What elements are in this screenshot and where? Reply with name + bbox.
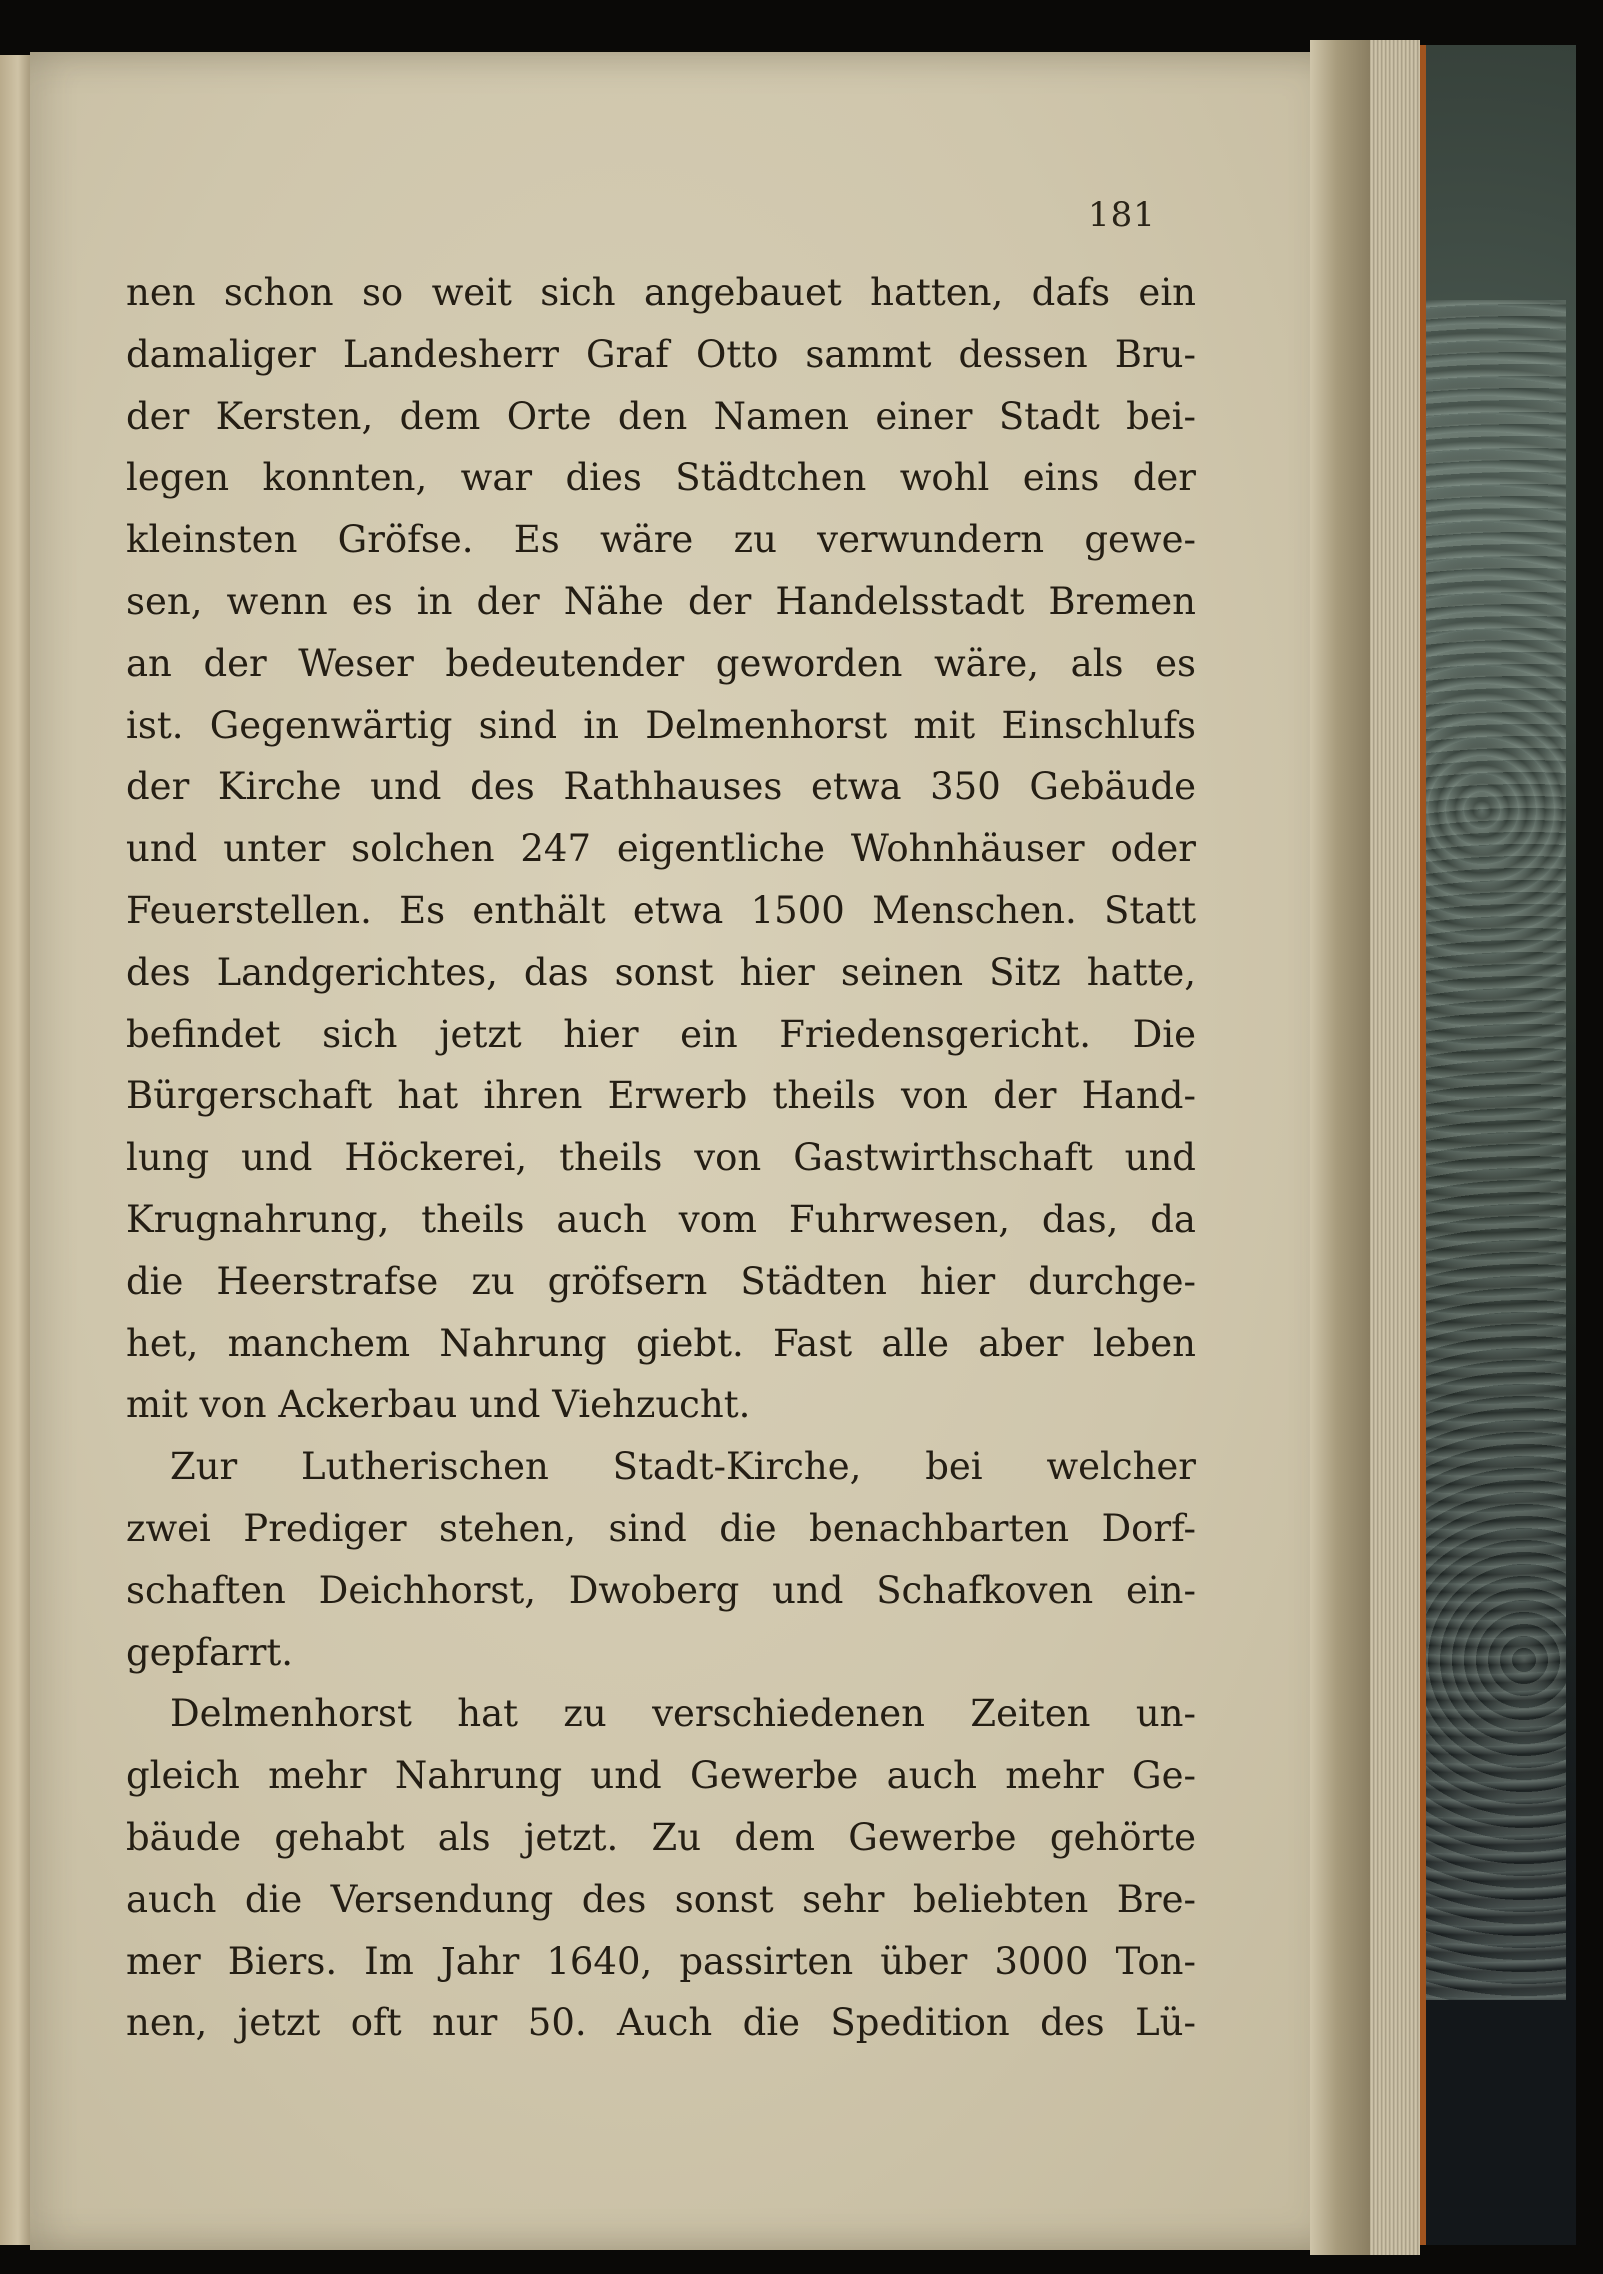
text-line: und unter solchen 247 eigentliche Wohnhäuser oder — [126, 827, 1196, 871]
text-line: nen schon so weit sich angebauet hatten, dafs ein — [126, 271, 1196, 314]
text-line: gleich mehr Nahrung und Gewerbe auch mehr Ge- — [126, 1754, 1196, 1798]
text-line: Feuerstellen. Es enthält etwa 1500 Menschen. Statt — [126, 888, 1196, 932]
text-line: legen konnten, war dies Städtchen wohl eins der — [126, 456, 1196, 500]
page-gutter — [1310, 40, 1370, 2255]
text-line: auch die Versendung des sonst sehr beliebten Bre- — [126, 1877, 1196, 1921]
text-line: der Kersten, dem Orte den Namen einer Stadt bei- — [126, 394, 1196, 438]
text-line: Krugnahrung, theils auch vom Fuhrwesen, das, da — [126, 1197, 1196, 1241]
text-line: die Heerstrafse zu gröfsern Städten hier durchge- — [126, 1259, 1196, 1303]
text-line: damaliger Landesherr Graf Otto sammt dessen Bru- — [126, 332, 1196, 376]
text-line: mer Biers. Im Jahr 1640, passirten über 3000 Ton- — [126, 1939, 1196, 1983]
page-text-block — [126, 262, 1196, 2054]
text-line: befindet sich jetzt hier ein Friedensgericht. Die — [126, 1012, 1196, 1056]
text-line: an der Weser bedeutender geworden wäre, als es — [126, 641, 1196, 685]
text-line: der Kirche und des Rathhauses etwa 350 Gebäude — [126, 765, 1196, 809]
text-line: bäude gehabt als jetzt. Zu dem Gewerbe gehörte — [126, 1815, 1196, 1859]
page-number: 181 — [1088, 195, 1156, 235]
previous-page-edge — [0, 55, 30, 2245]
text-line: sen, wenn es in der Nähe der Handelsstadt Bremen — [126, 579, 1196, 623]
text-line: Delmenhorst hat zu verschiedenen Zeiten un- — [170, 1692, 1196, 1736]
text-line: kleinsten Gröfse. Es wäre zu verwundern gewe- — [126, 518, 1196, 562]
marbled-cover-pattern — [1426, 300, 1566, 2000]
text-line: mit von Ackerbau und Viehzucht. — [126, 1383, 751, 1427]
text-line: Bürgerschaft hat ihren Erwerb theils von der Hand- — [126, 1074, 1196, 1118]
text-line: schaften Deichhorst, Dwoberg und Schafkoven ein- — [126, 1568, 1196, 1612]
text-line: gepfarrt. — [126, 1630, 294, 1674]
text-line: zwei Prediger stehen, sind die benachbarten Dorf- — [126, 1506, 1196, 1550]
page-block-edges — [1370, 40, 1420, 2255]
text-line: het, manchem Nahrung giebt. Fast alle aber leben — [126, 1321, 1196, 1365]
text-line: des Landgerichtes, das sonst hier seinen Sitz hatte, — [126, 950, 1196, 994]
text-line: lung und Höckerei, theils von Gastwirthschaft und — [126, 1136, 1196, 1180]
text-line: nen, jetzt oft nur 50. Auch die Spedition des Lü- — [126, 2001, 1196, 2045]
text-line: ist. Gegenwärtig sind in Delmenhorst mit Einschlufs — [126, 703, 1196, 747]
text-line: Zur Lutherischen Stadt-Kirche, bei welcher — [170, 1445, 1196, 1489]
